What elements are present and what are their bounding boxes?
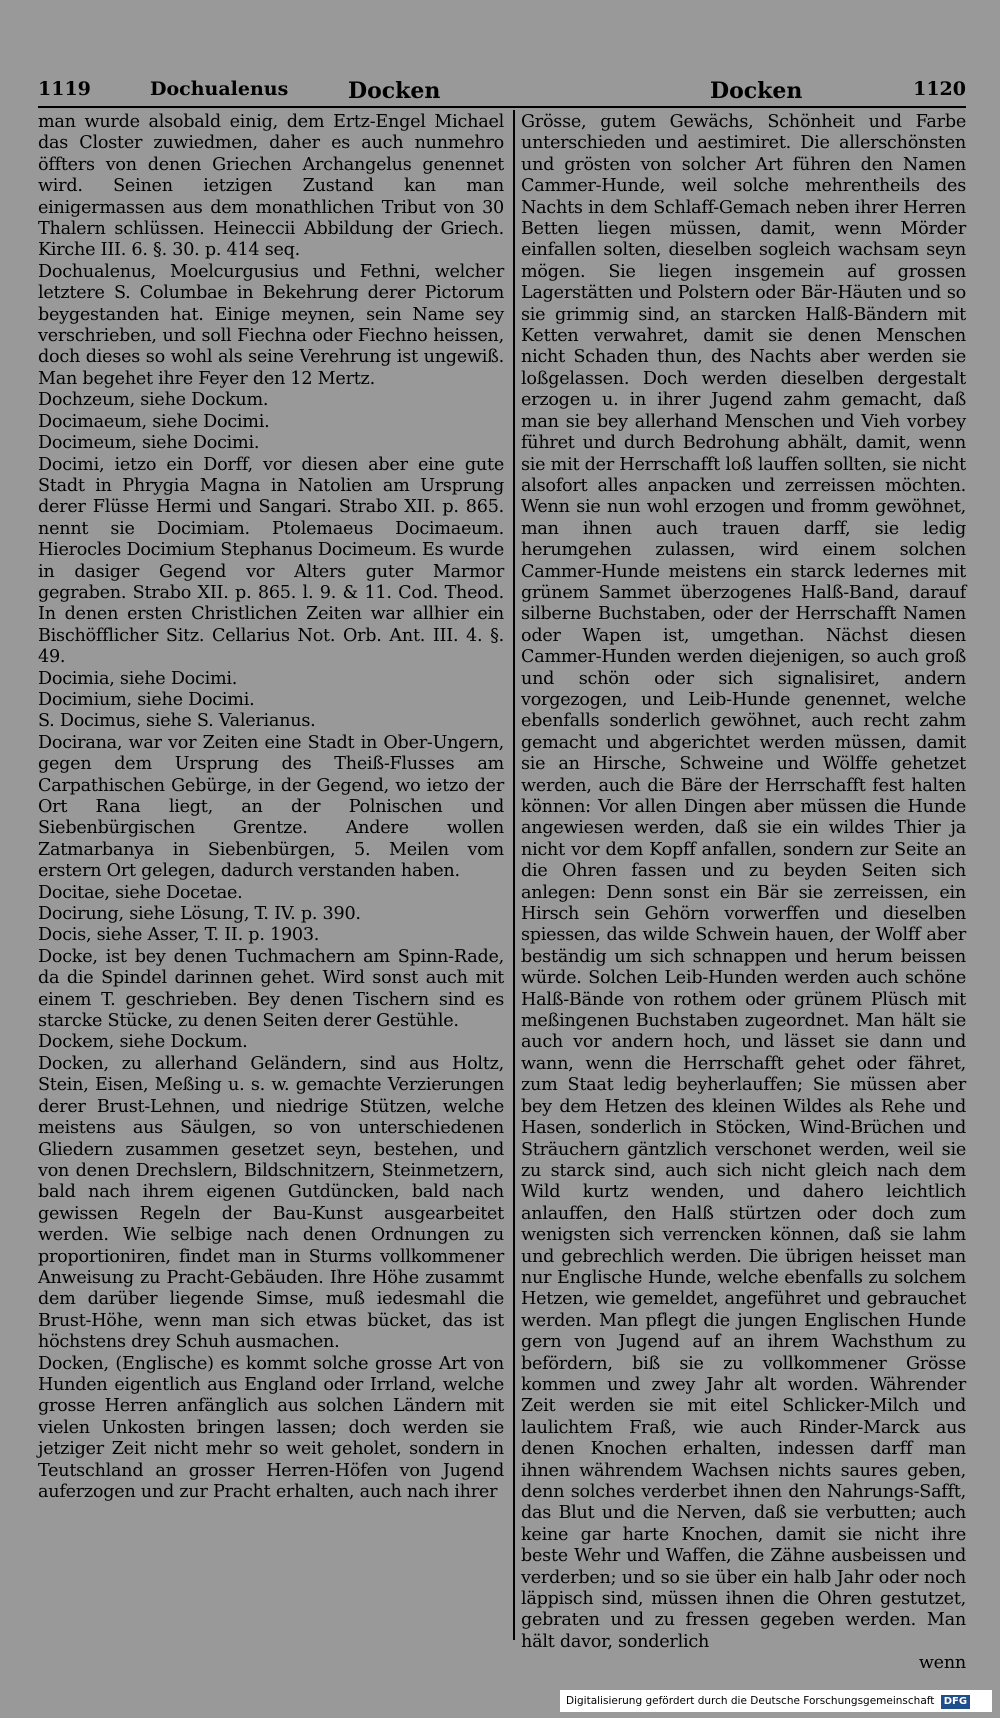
page-number-left: 1119 bbox=[38, 78, 91, 100]
entry-docken-continued: Grösse, gutem Gewächs, Schönheit und Farbe unterschieden und aestimiret. Die allerschönsten und grösten von solcher Art führen den Namen Cammer-Hunde, weil solche mehrentheils des Nachts in dem Schlaff-Gemach neben ihrer Herren Betten liegen müssen, damit, wenn Mörder einfallen solten, dieselben sogleich wachsam seyn mögen. Sie liegen insgemein auf grossen Lagerstätten und Polstern oder Bär-Häuten und so sie grimmig sind, an starcken Halß-Bändern mit Ketten verwahret, damit sie denen Menschen nicht Schaden thun, des Nachts aber werden sie loßgelassen. Doch werden dieselben dergestalt erzogen u. in ihrer Jugend zahm gemacht, daß man sie bey allerhand Menschen und Vieh vorbey führet und durch Bedrohung abhält, damit, wenn sie mit der Herrschafft loß lauffen sollten, sie nicht alsofort alles anpacken und zerreissen möchten. Wenn sie nun wohl erzogen und fromm gewöhnet, man ihnen auch trauen darff, sie ledig herumgehen zulassen, wird einem solchen Cammer-Hunde meistens ein starck ledernes mit grünem Sammet überzogenes Halß-Band, darauf silberne Buchstaben, oder der Herrschafft Namen oder Wapen ist, umgethan. Nächst diesen Cammer-Hunden werden diejenigen, so auch groß und schön oder sich signalisiret, andern vorgezogen, und Leib-Hunde genennet, welche ebenfalls sonderlich gewöhnet, auch recht zahm gemacht und abgerichtet werden müssen, damit sie an Hirsche, Schweine und Wölffe gehetzet werden, auch die Bäre der Herrschafft fest halten können: Vor allen Dingen aber müssen die Hunde angewiesen werden, daß sie ein wildes Thier ja nicht vor dem Kopff anfallen, sondern zur Seite an die Ohren fassen und zu beyden Seiten sich anlegen: Denn sonst ein Bär sie zerreissen, ein Hirsch sein Gehörn vorwerffen und dieselben spiessen, das wilde Schwein hauen, der Wolff aber beständig um sich schnappen und herum beissen würde. Solchen Leib-Hunden werden auch schöne Halß-Bände von rothem oder grünem Plüsch mit meßingenen Buchstaben zugeordnet. Man hält sie auch vor andern hoch, und lässet sie dann und wann, wenn die Herrschafft gehet oder fähret, zum Staat ledig beyherlauffen; Sie müssen aber bey dem Hetzen des kleinen Wildes als Rehe und Hasen, sonderlich in Stöcken, Wind-Brüchen und Sträuchern gäntzlich verschonet werden, weil sie zu starck sind, auch sich nicht gleich nach dem Wild kurtz wenden, und dahero leichtlich anlauffen, den Halß stürtzen oder doch zum wenigsten sich verrencken können, daß sie lahm und gebrechlich werden. Die übrigen heisset man nur Englische Hunde, welche ebenfalls zu solchem Hetzen, wie gemeldet, angeführet und gebrauchet werden. Man pflegt die jungen Englischen Hunde gern von Jugend auf an ihrem Wachsthum zu befördern, biß sie zu vollkommener Grösse kommen und zwey Jahr alt worden. Währender Zeit werden sie mit eitel Schlicker-Milch und laulichtem Fraß, wie auch Rinder-Marck aus denen Knochen erhalten, indessen darff man ihnen währendem Wachsen nichts saures geben, denn solches verderbet ihnen den Nahrungs-Safft, das Blut und die Nerven, daß sie verbutten; auch keine gar harte Knochen, damit sie nicht ihre beste Wehr und Waffen, die Zähne ausbeissen und verderben; und so sie über ein halb Jahr oder noch läppisch sind, müssen ihnen die Ohren gestutzet, gebraten und zu fressen gegeben werden. Man hält davor, sonderlich bbox=[521, 112, 966, 1652]
dfg-logo-icon: DFG bbox=[941, 1695, 970, 1709]
entry-docimium: Docimium, siehe Docimi. bbox=[38, 689, 255, 710]
entry-docirung: Docirung, siehe Lösung, T. IV. p. 390. bbox=[38, 904, 361, 925]
entry-s-docimus: S. Docimus, siehe S. Valerianus. bbox=[38, 711, 316, 732]
entry-dockem: Dockem, siehe Dockum. bbox=[38, 1032, 248, 1053]
header-keyword-right: Docken bbox=[710, 78, 803, 104]
entry-docimeum: Docimeum, siehe Docimi. bbox=[38, 433, 260, 454]
entry-docken-gelaender: Docken, zu allerhand Geländern, sind aus Holtz, Stein, Eisen, Meßing u. s. w. gemachte Verzierungen derer Brust-Lehnen, und niedrige Stützen, welche meistens aus Säulgen, so von unterschiedenen Gliedern zusammen gesetzet seyn, bestehen, und von denen Drechslern, Bildschnitzern, Steinmetzern, bald nach ihrem eigenen Gutdüncken, bald nach gewissen Regeln der Bau-Kunst ausgearbeitet werden. Wie selbige nach denen Ordnungen zu proportioniren, findet man in Sturms vollkommener Anweisung zu Pracht-Gebäuden. Ihre Höhe zusammt dem darüber liegende Simse, muß iedesmahl die Brust-Höhe, wenn man sich etwas bücket, das ist höchstens drey Schuh ausmachen. bbox=[38, 1053, 504, 1353]
footer-credit: Digitalisierung gefördert durch die Deutsche Forschungsgemeinschaft bbox=[566, 1695, 935, 1707]
entry-docimi: Docimi, ietzo ein Dorff, vor diesen aber eine gute Stadt in Phrygia Magna in Natolien am Ursprung derer Flüsse Hermi und Sangari. Strabo XII. p. 865. nennt sie Docimiam. Ptolemaeus Docimaeum. Hierocles Docimium Stephanus Docimeum. Es wurde in dasiger Gegend vor Alters guter Marmor gegraben. Strabo XII. p. 865. l. 9. & 11. Cod. Theod. In denen ersten Christlichen Zeiten war allhier ein Bischöfflicher Sitz. Cellarius Not. Orb. Ant. III. 4. §. 49. bbox=[38, 454, 504, 668]
header-keyword-left: Docken bbox=[348, 78, 441, 104]
entry-docitae: Docitae, siehe Docetae. bbox=[38, 882, 243, 903]
column-divider bbox=[513, 110, 515, 1640]
entry-docimaeum: Docimaeum, siehe Docimi. bbox=[38, 411, 270, 432]
header-first-word: Dochualenus bbox=[150, 78, 289, 100]
entry-docke: Docke, ist bey denen Tuchmachern am Spinn-Rade, da die Spindel darinnen gehet. Wird sonst auch mit einem T. geschrieben. Bey denen Tischern sind es starcke Stücke, zu denen Seiten derer Gestühle. bbox=[38, 946, 504, 1032]
entry-dochzeum: Dochzeum, siehe Dockum. bbox=[38, 390, 269, 411]
entry-docimia: Docimia, siehe Docimi. bbox=[38, 668, 238, 689]
catchword: wenn bbox=[918, 1653, 966, 1674]
footer-bar bbox=[560, 1690, 992, 1712]
header-rule bbox=[38, 106, 966, 108]
running-header bbox=[38, 72, 966, 106]
right-column bbox=[521, 112, 966, 1675]
page-number-right: 1120 bbox=[913, 78, 966, 100]
entry-docis: Docis, siehe Asser, T. II. p. 1903. bbox=[38, 925, 320, 946]
left-column bbox=[38, 112, 504, 1503]
entry-docken-englische: Docken, (Englische) es kommt solche grosse Art von Hunden eigentlich aus England oder Irrland, welche grosse Herren anfänglich aus solchen Ländern mit vielen Unkosten bringen lassen; doch werden sie jetziger Zeit nicht mehr so weit geholet, sondern in Teutschland an grosser Herren-Höfen von Jugend auferzogen und zur Pracht erhalten, auch nach ihrer bbox=[38, 1353, 504, 1502]
entry-docirana: Docirana, war vor Zeiten eine Stadt in Ober-Ungern, gegen dem Ursprung des Theiß-Flusses am Carpathischen Gebürge, in der Gegend, wo ietzo der Ort Rana liegt, an der Polnischen und Siebenbürgischen Grentze. Andere wollen Zatmarbanya in Siebenbürgen, 5. Meilen vom erstern Ort gelegen, dadurch verstanden haben. bbox=[38, 732, 504, 882]
entry-michael-closter: man wurde alsobald einig, dem Ertz-Engel Michael das Closter zuwiedmen, daher es auch nunmehro öffters von denen Griechen Archangelus genennet wird. Seinen ietzigen Zustand kan man einigermassen aus dem monathlichen Tribut von 30 Thalern schlüssen. Heineccii Abbildung der Griech. Kirche III. 6. §. 30. p. 414 seq. bbox=[38, 112, 504, 261]
entry-dochualenus: Dochualenus, Moelcurgusius und Fethni, welcher letztere S. Columbae in Bekehrung derer Pictorum beygestanden hat. Einige meynen, sein Name sey verschrieben, und soll Fiechna oder Fiechno heissen, doch dieses so wohl als seine Verehrung ist ungewiß. Man begehet ihre Feyer den 12 Mertz. bbox=[38, 261, 504, 389]
